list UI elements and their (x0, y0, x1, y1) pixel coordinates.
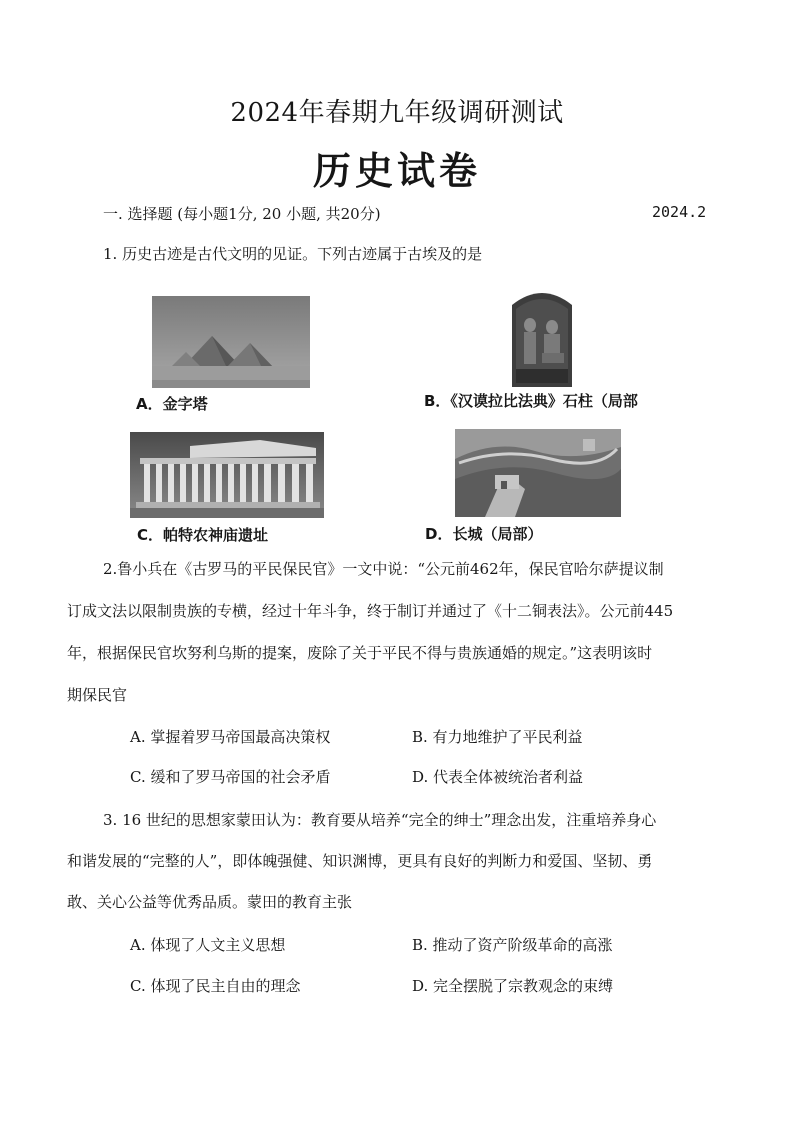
parthenon-photo (130, 432, 324, 518)
section-heading: 一. 选择题 (每小题1分, 20 小题, 共20分) (103, 205, 381, 223)
question-2-line-1: 2.鲁小兵在《古罗马的平民保民官》一文中说：“公元前462年，保民官哈尔萨提议制 (103, 560, 664, 578)
exam-title-line1: 2024年春期九年级调研测试 (230, 98, 564, 128)
pyramids-photo (152, 296, 310, 388)
q3-option-c: C. 体现了民主自由的理念 (130, 977, 301, 995)
q1-option-b: B．《汉谟拉比法典》石柱（局部 (424, 392, 638, 410)
q3-option-a: A. 体现了人文主义思想 (130, 936, 286, 954)
q1-option-a: A．金字塔 (136, 395, 208, 413)
q1-option-c: C．帕特农神庙遗址 (137, 526, 269, 544)
question-2-line-4: 期保民官 (67, 686, 128, 704)
exam-date: 2024.2 (652, 203, 707, 221)
great-wall-photo (455, 429, 621, 517)
q2-option-c: C. 缓和了罗马帝国的社会矛盾 (130, 768, 331, 786)
question-2-line-2: 订成文法以限制贵族的专横，经过十年斗争，终于制订并通过了《十二铜表法》。公元前445 (67, 602, 674, 620)
q2-option-d: D. 代表全体被统治者利益 (412, 768, 584, 786)
exam-title-subject: 历史试卷 (312, 148, 481, 193)
q1-option-d: D．长城（局部） (425, 525, 543, 543)
pyramids-illustration (152, 296, 310, 388)
question-3-line-3: 敢、关心公益等优秀品质。蒙田的教育主张 (67, 893, 353, 911)
parthenon-illustration (130, 432, 324, 518)
question-1-stem: 1. 历史古迹是古代文明的见证。下列古迹属于古埃及的是 (103, 245, 483, 263)
question-3-line-2: 和谐发展的“完整的人”，即体魄强健、知识渊博，更具有良好的判断力和爱国、坚韧、勇 (67, 852, 653, 870)
q2-option-b: B. 有力地维护了平民利益 (412, 728, 583, 746)
q3-option-d: D. 完全摆脱了宗教观念的束缚 (412, 977, 614, 995)
great-wall-illustration (455, 429, 621, 517)
q2-option-a: A. 掌握着罗马帝国最高决策权 (130, 728, 331, 746)
question-3-line-1: 3. 16 世纪的思想家蒙田认为：教育要从培养“完全的绅士”理念出发，注重培养身心 (103, 811, 657, 829)
stele-illustration (508, 287, 576, 387)
question-2-line-3: 年，根据保民官坎努利乌斯的提案，废除了关于平民不得与贵族通婚的规定。”这表明该时 (67, 644, 653, 662)
q3-option-b: B. 推动了资产阶级革命的高涨 (412, 936, 613, 954)
hammurabi-stele-photo (508, 287, 576, 387)
